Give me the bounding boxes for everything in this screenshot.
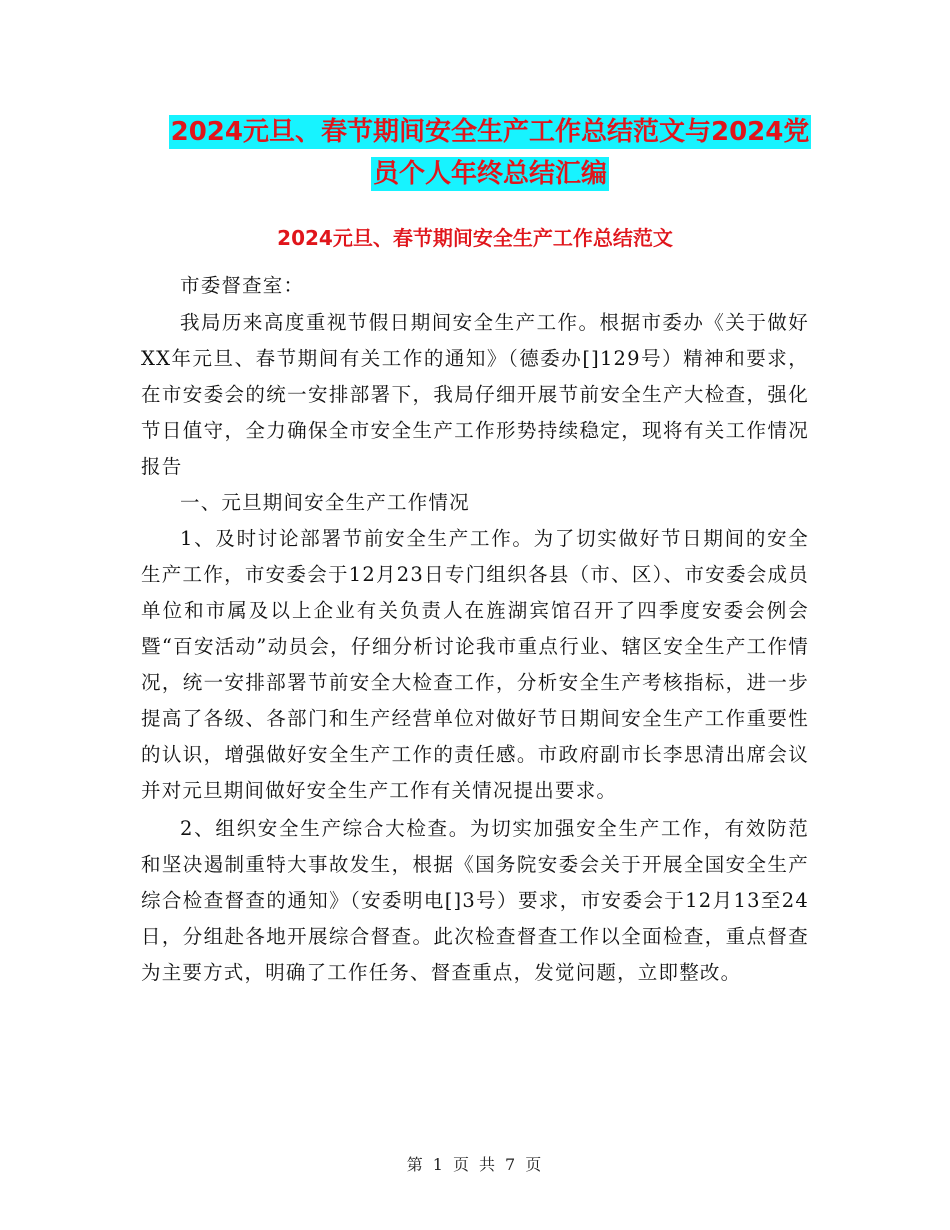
paragraph-item-1: 1、及时讨论部署节前安全生产工作。为了切实做好节日期间的安全生产工作，市安委会于12月23日专门组织各县（市、区）、市安委会成员单位和市属及以上企业有关负责人在旌湖宾馆召开了四季度安委会例会暨“百安活动”动员会，仔细分析讨论我市重点行业、辖区安全生产工作情况，统一安排部署节前安全大检查工作，分析安全生产考核指标，进一步提高了各级、各部门和生产经营单位对做好节日期间安全生产工作重要性的认识，增强做好安全生产工作的责任感。市政府副市长李思清出席会议并对元旦期间做好安全生产工作有关情况提出要求。 — [141, 527, 809, 802]
page-number-current: 1 — [432, 1155, 445, 1174]
page-label-total-prefix: 共 — [479, 1155, 498, 1174]
page-label-prefix: 第 — [406, 1155, 425, 1174]
main-title-line-1: 2024元旦、春节期间安全生产工作总结范文与2024党 — [170, 117, 810, 147]
document-body — [141, 268, 809, 991]
document-section-title: 2024元旦、春节期间安全生产工作总结范文 — [277, 226, 673, 250]
paragraph-item-2: 2、组织安全生产综合大检查。为切实加强安全生产工作，有效防范和坚决遏制重特大事故发生，根据《国务院安委会关于开展全国安全生产综合检查督查的通知》（安委明电[]3号）要求，市安委会于12月13至24日，分组赴各地开展综合督查。此次检查督查工作以全面检查，重点督查为主要方式，明确了工作任务、督查重点，发觉问题，立即整改。 — [141, 817, 809, 984]
main-title-line-2: 员个人年终总结汇编 — [372, 159, 607, 189]
paragraph-section-heading: 一、元旦期间安全生产工作情况 — [180, 491, 470, 514]
salutation: 市委督查室： — [180, 274, 305, 297]
page-number-total: 7 — [505, 1155, 518, 1174]
page-label-mid: 页 — [452, 1155, 471, 1174]
document-main-title — [140, 111, 840, 195]
paragraph-intro: 我局历来高度重视节假日期间安全生产工作。根据市委办《关于做好XX年元旦、春节期间有关工作的通知》（德委办[]129号）精神和要求，在市安委会的统一安排部署下，我局仔细开展节前安全生产大检查，强化节日值守，全力确保全市安全生产工作形势持续稳定，现将有关工作情况报告 — [141, 311, 809, 478]
page-label-suffix: 页 — [525, 1155, 544, 1174]
page-footer — [0, 1152, 950, 1175]
